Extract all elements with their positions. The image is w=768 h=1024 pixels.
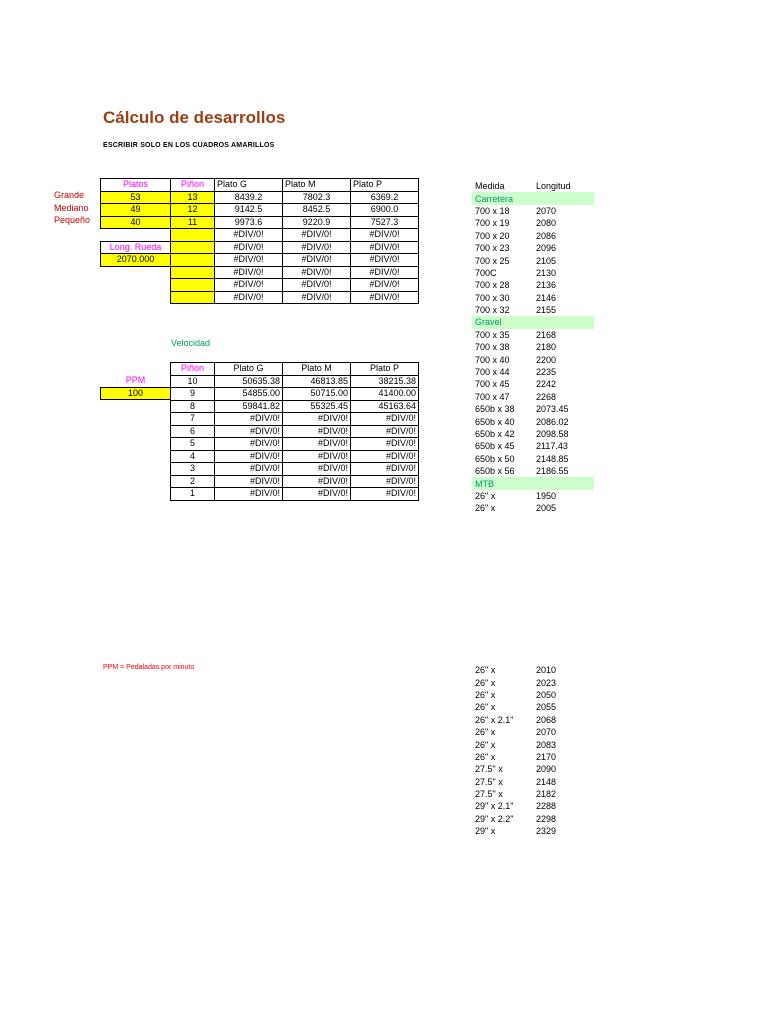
result-cell: #DIV/0! [283, 254, 351, 267]
speed-cell: #DIV/0! [351, 413, 419, 426]
medida-cell: 26" x [475, 689, 496, 700]
section-fill [536, 477, 594, 489]
result-cell: #DIV/0! [351, 241, 419, 254]
speed-cell: #DIV/0! [283, 463, 351, 476]
header-plato-m: Plato M [283, 179, 351, 192]
pinon-cell: 7 [171, 413, 215, 426]
medida-cell: 29" x 2.1" [475, 801, 514, 812]
speed-cell: 45163.64 [351, 400, 419, 413]
medida-cell: 650b x 50 [475, 453, 515, 464]
longitud-cell: 2068 [536, 714, 557, 725]
spacer-cell [101, 229, 171, 242]
medida-cell: 29" x 2.2" [475, 813, 514, 824]
result-cell: #DIV/0! [215, 229, 283, 242]
section-carretera: Carretera [472, 192, 536, 204]
longitud-cell: 2083 [536, 739, 557, 750]
longitud-cell: 2070 [536, 205, 557, 216]
pinon-cell: 5 [171, 438, 215, 451]
result-cell: 9220.9 [283, 216, 351, 229]
header-pinon: Piñon [171, 363, 215, 376]
speed-cell: #DIV/0! [215, 425, 283, 438]
result-cell: #DIV/0! [283, 291, 351, 304]
header-plato-m: Plato M [283, 363, 351, 376]
longitud-cell: 2080 [536, 218, 557, 229]
medida-cell: 700 x 44 [475, 367, 510, 378]
pinon-cell: 1 [171, 488, 215, 501]
longitud-cell: 2298 [536, 813, 557, 824]
ppm-input[interactable]: 100 [101, 387, 171, 400]
longitud-cell: 2148 [536, 776, 557, 787]
pinon-input[interactable]: 11 [171, 216, 215, 229]
pinon-input[interactable] [171, 279, 215, 292]
result-cell: 8452.5 [283, 204, 351, 217]
long-rueda-label: Long. Rueda [101, 241, 171, 254]
header-platos: Platos [101, 179, 171, 192]
pinon-cell: 10 [171, 375, 215, 388]
result-cell: #DIV/0! [351, 266, 419, 279]
speed-cell: #DIV/0! [351, 488, 419, 501]
header-plato-p: Plato P [351, 363, 419, 376]
longitud-cell: 2155 [536, 305, 557, 316]
spacer-cell [101, 279, 171, 292]
medida-cell: 27.5" x [475, 764, 503, 775]
longitud-cell: 2117.43 [536, 441, 568, 452]
medida-cell: 650b x 38 [475, 404, 515, 415]
longitud-cell: 2329 [536, 826, 557, 837]
medida-cell: 650b x 42 [475, 429, 515, 439]
page-title: Cálculo de desarrollos [103, 108, 286, 127]
medida-cell: 700 x 30 [475, 292, 510, 303]
medida-cell: 700 x 45 [475, 379, 510, 390]
pinon-input[interactable] [171, 241, 215, 254]
medida-cell: 26" x [475, 665, 496, 676]
result-cell: #DIV/0! [283, 279, 351, 292]
medida-cell: 27.5" x [475, 776, 503, 787]
header-plato-p: Plato P [351, 179, 419, 192]
result-cell: #DIV/0! [215, 266, 283, 279]
speed-cell: 50635.38 [215, 375, 283, 388]
plato-pequeno-input[interactable]: 40 [101, 216, 171, 229]
longitud-cell: 2050 [536, 689, 557, 700]
speed-cell: #DIV/0! [351, 425, 419, 438]
medida-cell: 700 x 19 [475, 218, 510, 229]
medida-cell: 700 x 38 [475, 342, 510, 353]
pinon-input[interactable]: 12 [171, 204, 215, 217]
instruction-text: ESCRIBIR SOLO EN LOS CUADROS AMARILLOS [103, 142, 275, 149]
ppm-note: PPM = Pedaladas por minuto [103, 664, 195, 671]
longitud-cell: 2070 [536, 727, 557, 738]
speed-cell: #DIV/0! [215, 488, 283, 501]
longitud-cell: 2182 [536, 789, 557, 800]
medida-cell: 700 x 35 [475, 329, 510, 340]
long-rueda-input[interactable]: 2070.000 [101, 254, 171, 267]
medida-cell: 26" x [475, 739, 496, 750]
longitud-cell: 2242 [536, 379, 557, 390]
longitud-cell: 2268 [536, 391, 557, 402]
speed-cell: 59841.82 [215, 400, 283, 413]
longitud-cell: 2086.02 [536, 416, 569, 427]
longitud-cell: 1950 [536, 490, 557, 501]
longitud-cell: 2186.55 [536, 466, 569, 477]
result-cell: 7802.3 [283, 191, 351, 204]
longitud-cell: 2090 [536, 764, 557, 775]
result-cell: #DIV/0! [215, 254, 283, 267]
medida-cell: 26" x [475, 490, 496, 501]
medida-cell: 650b x 45 [475, 441, 515, 452]
pinon-cell: 3 [171, 463, 215, 476]
pinon-cell: 8 [171, 400, 215, 413]
pinon-input[interactable] [171, 291, 215, 304]
header-medida: Medida [475, 181, 505, 192]
ppm-block [100, 375, 171, 400]
medida-cell: 26" x [475, 702, 496, 713]
speed-cell: 38215.38 [351, 375, 419, 388]
longitud-cell: 2170 [536, 751, 557, 762]
result-cell: #DIV/0! [283, 229, 351, 242]
speed-cell: #DIV/0! [283, 488, 351, 501]
result-cell: #DIV/0! [283, 241, 351, 254]
speed-cell: #DIV/0! [283, 450, 351, 463]
medida-cell: 700 x 20 [475, 230, 510, 241]
spacer-cell [101, 266, 171, 279]
result-cell: 9142.5 [215, 204, 283, 217]
longitud-cell: 2200 [536, 354, 557, 365]
result-cell: 9973.6 [215, 216, 283, 229]
longitud-cell: 2288 [536, 801, 557, 812]
result-cell: #DIV/0! [215, 279, 283, 292]
speed-cell: #DIV/0! [351, 450, 419, 463]
pinon-input[interactable] [171, 254, 215, 267]
longitud-cell: 2073.45 [536, 404, 569, 415]
header-plato-g: Plato G [215, 363, 283, 376]
header-longitud: Longitud [536, 181, 571, 192]
header-plato-g: Plato G [215, 179, 283, 192]
speed-cell: 46813.85 [283, 375, 351, 388]
result-cell: #DIV/0! [351, 279, 419, 292]
result-cell: 7527.3 [351, 216, 419, 229]
section-fill [536, 316, 594, 328]
longitud-cell: 2130 [536, 267, 557, 278]
medidas-table [472, 180, 594, 515]
velocidad-table [170, 362, 419, 501]
desarrollo-table [100, 178, 419, 304]
medida-cell: 26" x [475, 503, 496, 514]
medidas-extra-table [472, 664, 594, 837]
medida-cell: 700 x 28 [475, 280, 510, 291]
longitud-cell: 2105 [536, 255, 557, 266]
result-cell: 8439.2 [215, 191, 283, 204]
speed-cell: 54855.00 [215, 388, 283, 401]
result-cell: 6900.0 [351, 204, 419, 217]
result-cell: #DIV/0! [351, 229, 419, 242]
speed-cell: 55325.45 [283, 400, 351, 413]
medida-cell: 27.5" x [475, 789, 503, 800]
result-cell: 6369.2 [351, 191, 419, 204]
pinon-cell: 6 [171, 425, 215, 438]
speed-cell: #DIV/0! [215, 438, 283, 451]
speed-cell: #DIV/0! [351, 438, 419, 451]
row-label-pequeno: Pequeño [54, 215, 91, 225]
speed-cell: #DIV/0! [283, 425, 351, 438]
longitud-cell: 2168 [536, 329, 557, 340]
medida-cell: 700 x 18 [475, 205, 510, 216]
medida-cell: 650b x 40 [475, 416, 515, 427]
longitud-cell: 2235 [536, 367, 557, 378]
section-gravel: Gravel [472, 316, 536, 328]
longitud-cell: 2136 [536, 280, 557, 291]
result-cell: #DIV/0! [351, 291, 419, 304]
result-cell: #DIV/0! [215, 291, 283, 304]
medida-cell: 700 x 25 [475, 255, 510, 266]
row-label-mediano: Mediano [54, 203, 89, 213]
medida-cell: 26" x 2.1" [475, 714, 514, 725]
header-pinon: Piñon [171, 179, 215, 192]
speed-cell: #DIV/0! [283, 413, 351, 426]
medida-cell: 26" x [475, 751, 496, 762]
longitud-cell: 2023 [536, 677, 557, 688]
pinon-input[interactable] [171, 229, 215, 242]
velocidad-label: Velocidad [171, 338, 211, 348]
plato-mediano-input[interactable]: 49 [101, 204, 171, 217]
longitud-cell: 2148.85 [536, 453, 569, 464]
medida-cell: 29" x [475, 826, 496, 837]
longitud-cell: 2005 [536, 503, 557, 514]
plato-grande-input[interactable]: 53 [101, 191, 171, 204]
medida-cell: 700 x 23 [475, 243, 510, 254]
longitud-cell: 2096 [536, 243, 557, 254]
pinon-cell: 9 [171, 388, 215, 401]
medida-cell: 700C [475, 267, 497, 278]
longitud-cell: 2055 [536, 702, 557, 713]
section-fill [536, 192, 594, 204]
speed-cell: 41400.00 [351, 388, 419, 401]
result-cell: #DIV/0! [283, 266, 351, 279]
medida-cell: 650b x 56 [475, 466, 515, 477]
medida-cell: 700 x 47 [475, 391, 510, 402]
speed-cell: #DIV/0! [351, 463, 419, 476]
speed-cell: #DIV/0! [215, 450, 283, 463]
speed-cell: #DIV/0! [351, 475, 419, 488]
ppm-label: PPM [125, 375, 146, 386]
longitud-cell: 2086 [536, 230, 557, 241]
longitud-cell: 2180 [536, 342, 557, 353]
speed-cell: #DIV/0! [283, 475, 351, 488]
longitud-cell: 2098.58 [536, 429, 569, 439]
longitud-cell: 2010 [536, 665, 557, 676]
speed-cell: #DIV/0! [215, 463, 283, 476]
result-cell: #DIV/0! [351, 254, 419, 267]
medida-cell: 26" x [475, 677, 496, 688]
medida-cell: 700 x 40 [475, 354, 510, 365]
longitud-cell: 2146 [536, 292, 557, 303]
speed-cell: #DIV/0! [215, 413, 283, 426]
pinon-cell: 2 [171, 475, 215, 488]
pinon-cell: 4 [171, 450, 215, 463]
medida-cell: 26" x [475, 727, 496, 738]
medida-cell: 700 x 32 [475, 305, 510, 316]
pinon-input[interactable]: 13 [171, 191, 215, 204]
row-label-grande: Grande [54, 190, 85, 200]
speed-cell: #DIV/0! [215, 475, 283, 488]
speed-cell: 50715.00 [283, 388, 351, 401]
spacer-cell [101, 291, 171, 304]
speed-cell: #DIV/0! [283, 438, 351, 451]
result-cell: #DIV/0! [215, 241, 283, 254]
section-mtb: MTB [472, 477, 536, 489]
pinon-input[interactable] [171, 266, 215, 279]
